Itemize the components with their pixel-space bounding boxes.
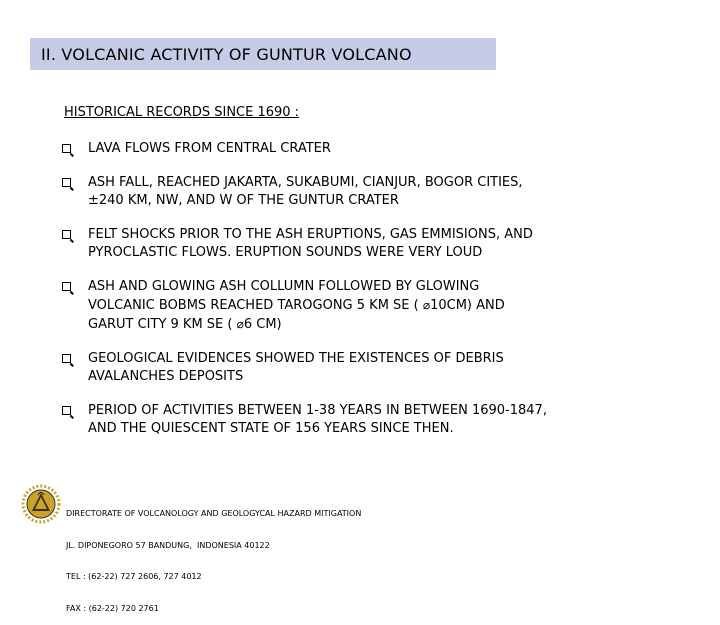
bullet-line	[88, 296, 702, 315]
footer-line: TEL : (62-22) 727 2606, 727 4012	[66, 572, 202, 581]
list-item	[62, 350, 702, 386]
bullet-line: ±240 KM, NW, AND W OF THE GUNTUR CRATER	[88, 193, 399, 208]
bullet-text: GARUT CITY 9 KM SE (	[88, 317, 233, 332]
checkbox-bullet-icon	[62, 144, 71, 153]
bullet-list	[62, 140, 702, 438]
footer-line: FAX : (62-22) 720 2761	[66, 603, 159, 613]
bullet-line: AND THE QUIESCENT STATE OF 156 YEARS SINCE THEN.	[88, 421, 454, 436]
footer-line: DIRECTORATE OF VOLCANOLOGY AND GEOLOGYCAL HAZARD MITIGATION	[66, 509, 362, 518]
bullet-line: ASH AND GLOWING ASH COLLUMN FOLLOWED BY GLOWING	[88, 279, 480, 294]
institution-emblem-icon	[21, 484, 61, 524]
bullet-line: GEOLOGICAL EVIDENCES SHOWED THE EXISTENCES OF DEBRIS	[88, 351, 504, 366]
list-item	[62, 278, 702, 334]
bullet-text: 6 CM)	[243, 317, 282, 332]
section-heading: HISTORICAL RECORDS SINCE 1690 :	[64, 105, 300, 120]
footer-line: JL. DIPONEGORO 57 BANDUNG, INDONESIA 40122	[66, 540, 270, 550]
checkbox-bullet-icon	[62, 354, 71, 363]
checkbox-bullet-icon	[62, 282, 71, 291]
bullet-line: ASH FALL, REACHED JAKARTA, SUKABUMI, CIANJUR, BOGOR CITIES,	[88, 175, 523, 190]
bullet-line: AVALANCHES DEPOSITS	[88, 369, 244, 384]
bullet-line	[88, 315, 702, 334]
list-item	[62, 174, 702, 210]
checkbox-bullet-icon	[62, 178, 71, 187]
diameter-symbol: ⌀	[236, 317, 244, 331]
bullet-line: PYROCLASTIC FLOWS. ERUPTION SOUNDS WERE VERY LOUD	[88, 245, 483, 260]
slide-title-text: II. VOLCANIC ACTIVITY OF GUNTUR VOLCANO	[41, 44, 412, 64]
list-item	[62, 140, 702, 158]
footer-address	[66, 488, 361, 625]
diameter-symbol: ⌀	[422, 298, 431, 312]
bullet-line: FELT SHOCKS PRIOR TO THE ASH ERUPTIONS, GAS EMMISIONS, AND	[88, 227, 533, 242]
checkbox-bullet-icon	[62, 406, 71, 415]
bullet-text: 10CM) AND	[430, 298, 505, 313]
checkbox-bullet-icon	[62, 230, 71, 239]
bullet-line: LAVA FLOWS FROM CENTRAL CRATER	[88, 141, 331, 156]
list-item	[62, 402, 702, 438]
bullet-text: VOLCANIC BOBMS REACHED TAROGONG 5 KM SE (	[88, 298, 419, 313]
list-item	[62, 226, 702, 262]
bullet-line: PERIOD OF ACTIVITIES BETWEEN 1-38 YEARS IN BETWEEN 1690-1847,	[88, 403, 547, 418]
slide-title	[30, 38, 496, 70]
